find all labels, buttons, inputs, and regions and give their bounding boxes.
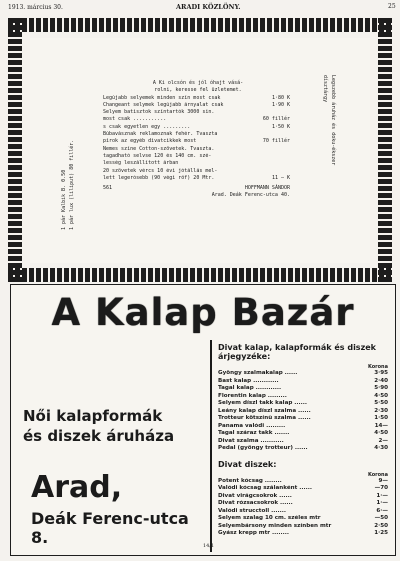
ad-left-column	[11, 340, 209, 550]
ad-divider	[210, 340, 212, 552]
decor-price-list	[218, 478, 388, 538]
greek-border-left	[8, 18, 22, 282]
kalap-bazar-ad	[10, 284, 396, 556]
list-item	[218, 370, 388, 378]
item-text: Divat szalma ...........	[218, 437, 284, 444]
list-item	[218, 445, 388, 453]
header-page-number: 25	[388, 3, 396, 10]
item-text: Gyász krepp mtr ........	[218, 530, 289, 536]
item-text: lett legerósebb (90 végi rőf) 20 Mtr.	[103, 174, 215, 181]
item-price: 6·—	[376, 507, 388, 514]
top-ad-items	[103, 95, 290, 183]
hat-price-list	[218, 370, 388, 453]
item-text: Potent kócsag ........	[218, 477, 282, 484]
item-price: 1·25	[374, 530, 388, 536]
side-left-line: 1 pár lux (liliput) 80 fillér.	[69, 139, 75, 230]
item-text: Selyembársony minden színben mtr	[218, 522, 332, 529]
item-price: 2·40	[374, 377, 388, 384]
item-price: 1·80 K	[271, 94, 290, 101]
item-price: 14—	[374, 422, 388, 429]
list-item	[103, 102, 290, 109]
list-item	[218, 508, 388, 516]
item-price	[252, 168, 290, 175]
item-text: Valódi strucctoll .......	[218, 507, 286, 514]
greek-border-right	[378, 18, 392, 282]
item-text: Gyöngy szalmakalap ......	[218, 370, 298, 376]
ad-footnote: 14/1	[203, 543, 215, 549]
item-price	[252, 153, 290, 160]
list-item	[218, 393, 388, 401]
item-text: lesség leszállított árban	[103, 160, 179, 167]
item-price: 2—	[378, 437, 388, 444]
item-price: 1·—	[376, 492, 388, 499]
item-text: most csak ...........	[103, 116, 167, 123]
item-price	[252, 146, 290, 153]
list-item	[103, 138, 290, 145]
item-text: pírok az egyéb divatcikkek most	[103, 138, 197, 145]
item-price: 4·50	[374, 430, 388, 436]
korona-label-2: Korona	[367, 471, 388, 478]
greek-border-top	[8, 18, 392, 32]
list-item	[103, 160, 290, 167]
heading-line: árjegyzéke:	[218, 352, 271, 361]
ad-slogan-1: Női kalapformák	[23, 407, 163, 425]
list-item	[218, 438, 388, 446]
header-date: 1913. március 30.	[8, 4, 63, 11]
item-price: —70	[374, 485, 388, 491]
greek-border-bottom	[8, 268, 392, 282]
item-text: Leány kalap díszl szalma ......	[218, 407, 311, 414]
list-item	[218, 523, 388, 531]
ad-price-list	[218, 343, 388, 553]
item-text: Pedal (gyöngy trotteur) ......	[218, 445, 308, 451]
list-item	[103, 175, 290, 182]
item-text: Valódi kócsag szálanként ......	[218, 485, 312, 491]
signature-name: HOFFMANN SÁNDOR	[244, 185, 290, 192]
list-item	[218, 385, 388, 393]
ad-slogan-2: és diszek áruháza	[23, 427, 175, 445]
list-item	[218, 408, 388, 416]
list-item	[218, 478, 388, 486]
item-price: 1·50 K	[271, 123, 290, 130]
item-price: 2·50	[374, 522, 388, 529]
list-item	[218, 430, 388, 438]
price-list-heading	[218, 343, 388, 361]
item-text: Legújabb selyemek minden szín most csak	[103, 94, 221, 101]
list-item	[103, 116, 290, 123]
item-text: Bast kalap ............	[218, 377, 279, 384]
list-item	[103, 146, 290, 153]
item-price: 4·30	[374, 445, 388, 451]
list-item	[103, 109, 290, 116]
list-item	[218, 415, 388, 423]
top-ad-intro	[143, 80, 253, 95]
ad-city: Arad,	[31, 470, 123, 505]
top-ad-code: 561	[103, 185, 113, 192]
list-item	[218, 500, 388, 508]
list-item	[218, 493, 388, 501]
list-item	[218, 515, 388, 523]
item-price: 3·95	[374, 370, 388, 376]
header-title: ARADI KÖZLÖNY.	[176, 3, 241, 11]
item-price: 60 fillér	[262, 116, 290, 123]
item-price: 1·—	[376, 500, 388, 506]
heading-line: Divat kalap, kalapformák és diszek	[218, 343, 376, 352]
item-text: Tagal száraz takk .......	[218, 430, 290, 436]
side-right-line: Legszebb áruház és doku-ékszer	[330, 75, 336, 166]
side-right-line: dísztárgy	[322, 75, 328, 103]
list-item	[218, 485, 388, 493]
list-item	[218, 400, 388, 408]
item-text: Selyem szalag 10 cm. széles mtr	[218, 515, 321, 521]
intro-line: rolni, keresse fel üzletemet.	[154, 87, 242, 94]
list-item	[103, 168, 290, 175]
side-left-line: 1 pár Kalbik B. 0.50	[61, 169, 67, 230]
list-item	[103, 153, 290, 160]
item-price: 1·90 K	[271, 101, 290, 108]
item-text: Changeant selymek legújabb árnyalat csak	[103, 101, 224, 108]
item-text: Florentin kalap .........	[218, 392, 287, 399]
top-ad-text	[103, 80, 290, 235]
top-ad-side-right	[307, 75, 337, 195]
top-ad-side-left	[60, 60, 90, 230]
list-item	[103, 95, 290, 102]
item-text: Divat rózsacsokrok ......	[218, 500, 293, 506]
item-price: 70 fillér	[262, 138, 290, 145]
item-price: 9—	[378, 477, 388, 484]
item-text: 20 szövetek vércs 10 évi jótállás mel-	[103, 167, 218, 174]
item-text: Búbavásznak reklamoznak fehér. Tvaszta	[103, 131, 218, 138]
list-item	[218, 530, 388, 538]
item-price: —50	[374, 515, 388, 521]
item-price: 5·50	[374, 400, 388, 406]
item-text: s csak egyetlen egy .........	[103, 123, 191, 130]
item-text: Divat virágcsokrok ......	[218, 492, 292, 499]
ad-address: Deák Ferenc-utca 8.	[31, 509, 189, 547]
item-price	[252, 160, 290, 167]
item-text: tagadható selvse 120 és 140 cm. szé-	[103, 152, 212, 159]
item-price: 1·50	[374, 415, 388, 421]
item-price: 4·50	[374, 392, 388, 399]
list-item	[103, 131, 290, 138]
item-price: 5·90	[374, 385, 388, 391]
item-text: Selyem díszl takk kalap ......	[218, 400, 308, 406]
item-text: Panama valódi .........	[218, 422, 286, 429]
top-ad-signature	[103, 185, 290, 200]
signature-address: Arad. Deák Ferenc-utca 40.	[211, 192, 290, 199]
item-price: 11 — K	[271, 174, 290, 181]
item-text: Nemes színe Cotton-szövetek. Tvaszta.	[103, 145, 215, 152]
item-text: Selyem batisztok színtartók 3000 sin.	[103, 109, 215, 116]
page-header	[0, 0, 400, 14]
list-item	[218, 423, 388, 431]
intro-line: A Ki olcsón és jól óhajt vásá-	[152, 80, 244, 86]
item-text: Trotteur kötszínű szalma ......	[218, 415, 311, 421]
korona-label: Korona	[367, 364, 388, 370]
decor-heading: Divat diszek:	[218, 459, 277, 469]
item-price: 2·30	[374, 407, 388, 414]
list-item	[103, 124, 290, 131]
list-item	[218, 378, 388, 386]
item-text: Tagal kalap ............	[218, 385, 282, 391]
ad-title: A Kalap Bazár	[51, 291, 355, 334]
